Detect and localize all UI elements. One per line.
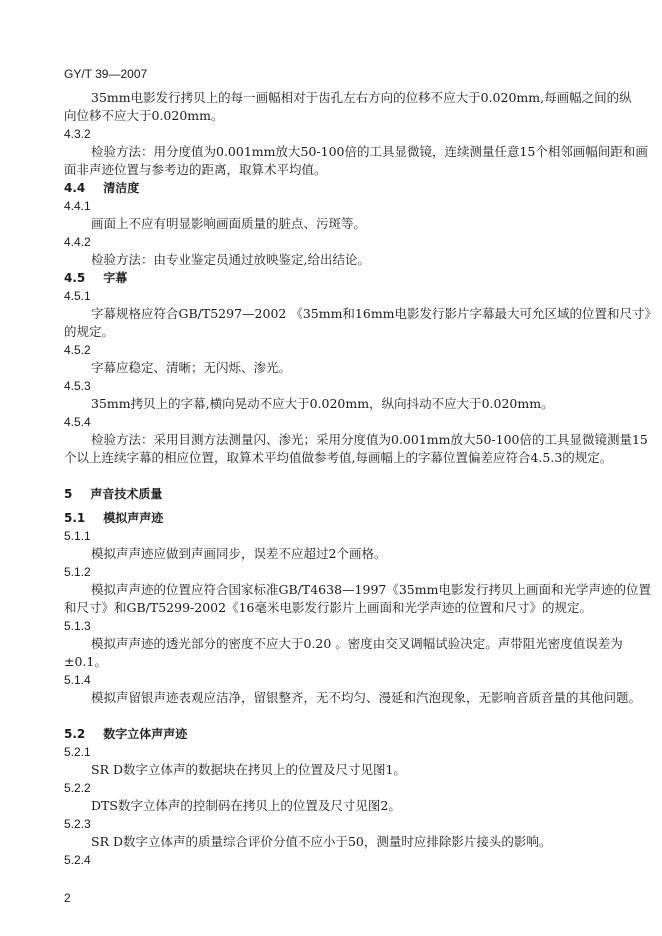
clause-number: 5.2.1 [64, 745, 91, 759]
clause-number: 4.3.2 [64, 127, 91, 141]
paragraph-line: 模拟声声迹应做到声画同步，误差不应超过2个画格。 [91, 546, 387, 561]
section-title: 数字立体声声迹 [103, 727, 188, 741]
paragraph-line: 向位移不应大于0.020mm。 [64, 108, 224, 123]
clause-number: 4.4.1 [64, 199, 91, 213]
section-heading [64, 180, 139, 196]
paragraph-line: 面非声迹位置与参考边的距离，取算术平均值。 [64, 162, 327, 177]
section-number: 5.2 [64, 727, 86, 741]
section-number: 5.1 [64, 511, 86, 525]
clause-number: 4.5.4 [64, 415, 91, 429]
section-heading [64, 270, 127, 286]
paragraph-line: 字幕规格应符合GB/T5297—2002 《35mm和16mm电影发行影片字幕最大可允区域的位置和尺寸》 [91, 306, 658, 321]
paragraph-line: 画面上不应有明显影响画面质量的脏点、污斑等。 [91, 216, 367, 231]
paragraph-line: 检验方法：用分度值为0.001mm放大50-100倍的工具显微镜，连续测量任意15个相邻画幅间距和画 [91, 144, 648, 159]
clause-number: 4.4.2 [64, 235, 91, 249]
paragraph-line: 和尺寸》和GB/T5299-2002《16毫米电影发行影片上画面和光学声迹的位置和尺寸》的规定。 [64, 600, 592, 615]
paragraph-line: 35mm拷贝上的字幕,横向晃动不应大于0.020mm，纵向抖动不应大于0.020mm。 [91, 396, 554, 411]
clause-number: 5.2.2 [64, 781, 91, 795]
paragraph-line: 个以上连续字幕的相应位置，取算术平均值做参考值,每画幅上的字幕位置偏差应符合4.5.3的规定。 [64, 450, 613, 465]
clause-number: 4.5.1 [64, 289, 91, 303]
section-number: 4.4 [64, 181, 86, 195]
clause-number: 5.1.1 [64, 529, 91, 543]
clause-number: 5.2.3 [64, 817, 91, 831]
clause-number: 5.1.4 [64, 673, 91, 687]
paragraph-line: 模拟声声迹的位置应符合国家标准GB/T4638—1997《35mm电影发行拷贝上画面和光学声迹的位置 [91, 582, 651, 597]
page-number: 2 [64, 891, 71, 905]
clause-number: 5.1.2 [64, 565, 91, 579]
paragraph-line: 检验方法：由专业鉴定员通过放映鉴定,给出结论。 [91, 252, 370, 267]
paragraph-line: 模拟声留银声迹表观应洁净，留银整齐，无不均匀、漫延和汽泡现象，无影响音质音量的其他问题。 [91, 690, 642, 705]
paragraph-line: 模拟声声迹的透光部分的密度不应大于0.20 。密度由交叉调幅试验决定。声带阻光密度值误差为 [91, 636, 623, 651]
paragraph-line: DTS数字立体声的控制码在拷贝上的位置及尺寸见图2。 [91, 798, 401, 813]
paragraph-line: ±0.1。 [64, 654, 107, 669]
paragraph-line: SR D数字立体声的数据块在拷贝上的位置及尺寸见图1。 [91, 762, 406, 777]
section-title: 声音技术质量 [90, 487, 163, 501]
document-id-header: GY/T 39—2007 [64, 67, 148, 81]
paragraph-line: 35mm电影发行拷贝上的每一画幅相对于齿孔左右方向的位移不应大于0.020mm,每画幅之间的纵 [91, 90, 632, 105]
section-number: 4.5 [64, 271, 86, 285]
paragraph-line: 字幕应稳定、清晰；无闪烁、渗光。 [91, 360, 292, 375]
paragraph-line: 的规定。 [64, 324, 115, 339]
paragraph-line: 检验方法：采用目测方法测量闪、渗光；采用分度值为0.001mm放大50-100倍的工具显微镜测量15 [91, 432, 648, 447]
paragraph-line: SR D数字立体声的质量综合评价分值不应小于50，测量时应排除影片接头的影响。 [91, 834, 552, 849]
section-title: 清洁度 [103, 181, 140, 195]
clause-number: 5.2.4 [64, 853, 91, 867]
section-title: 模拟声声迹 [103, 511, 164, 525]
clause-number: 4.5.3 [64, 379, 91, 393]
section-title: 字幕 [103, 271, 128, 285]
section-heading [64, 486, 162, 502]
section-heading [64, 726, 187, 742]
clause-number: 4.5.2 [64, 343, 91, 357]
section-number: 5 [64, 487, 73, 501]
clause-number: 5.1.3 [64, 619, 91, 633]
section-heading [64, 510, 163, 526]
